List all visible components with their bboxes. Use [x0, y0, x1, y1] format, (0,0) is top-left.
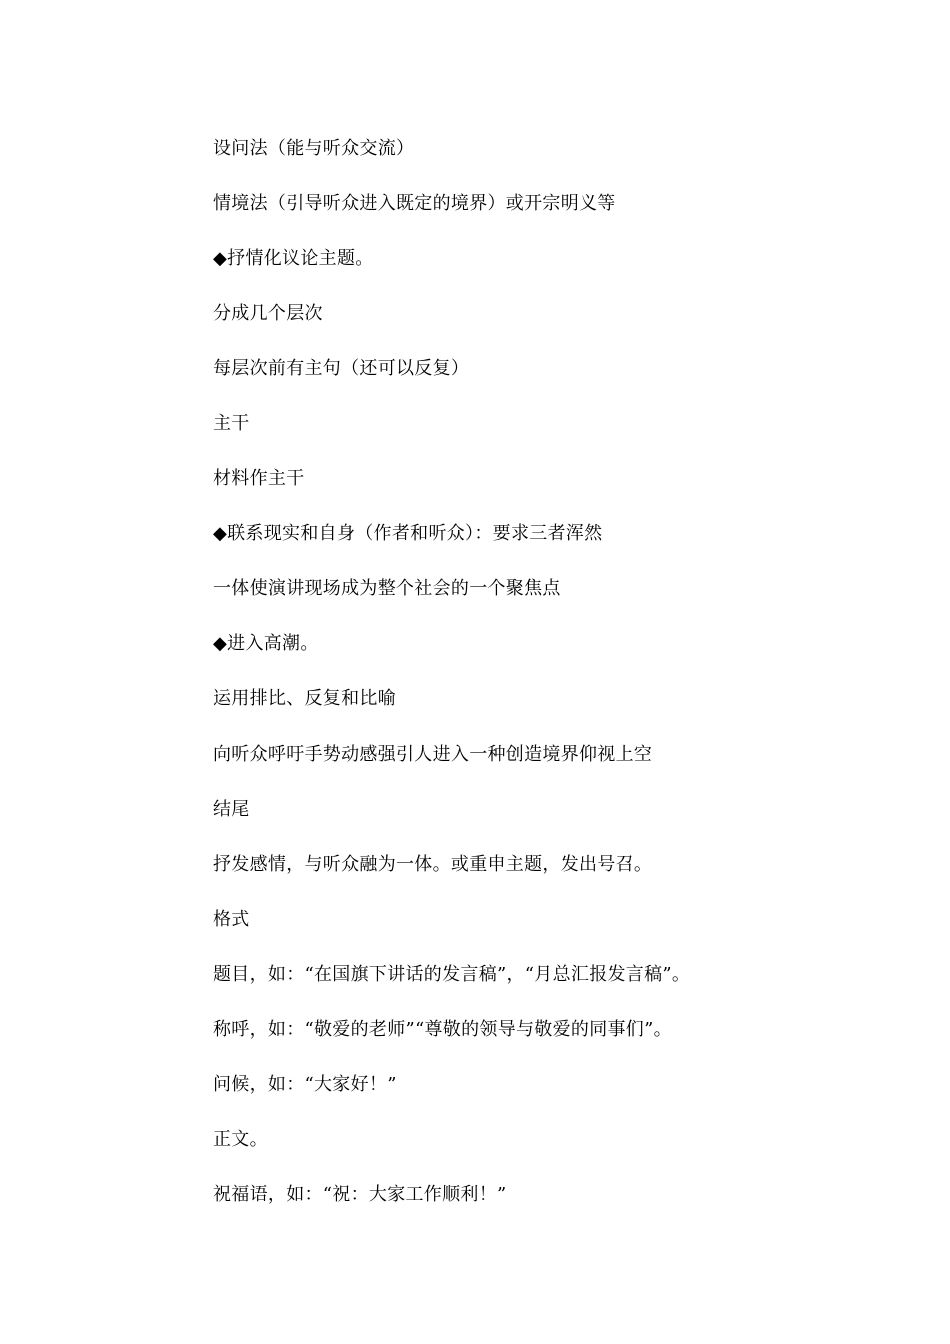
- text-line: 题目，如：“在国旗下讲话的发言稿”，“月总汇报发言稿”。: [213, 963, 691, 985]
- text-line: 设问法（能与听众交流）: [213, 138, 415, 159]
- text-line: ◆抒情化议论主题。: [213, 248, 374, 270]
- text-line: 材料作主干: [213, 468, 305, 490]
- text-line: 分成几个层次: [213, 303, 323, 325]
- text-line: 向听众呼吁手势动感强引人进入一种创造境界仰视上空: [213, 743, 653, 765]
- text-line: 称呼，如：“敬爱的老师”“尊敬的领导与敬爱的同事们”。: [213, 1018, 672, 1040]
- text-line: 运用排比、反复和比喻: [213, 688, 396, 710]
- text-line: 主干: [213, 413, 250, 435]
- text-line: ◆进入高潮。: [213, 633, 319, 655]
- text-line: 每层次前有主句（还可以反复）: [213, 358, 470, 380]
- text-line: ◆联系现实和自身（作者和听众）：要求三者浑然: [213, 523, 603, 545]
- text-line: 一体使演讲现场成为整个社会的一个聚焦点: [213, 578, 561, 600]
- text-line: 结尾: [213, 798, 250, 820]
- text-line: 正文。: [213, 1128, 268, 1150]
- text-line: 情境法（引导听众进入既定的境界）或开宗明义等: [213, 193, 616, 215]
- text-line: 抒发感情，与听众融为一体。或重申主题，发出号召。: [213, 853, 653, 875]
- text-line: 问候，如：“大家好！”: [213, 1073, 397, 1095]
- document-body: [213, 134, 913, 1235]
- text-line: 格式: [213, 908, 250, 930]
- text-line: 祝福语，如：“祝：大家工作顺利！”: [213, 1183, 507, 1205]
